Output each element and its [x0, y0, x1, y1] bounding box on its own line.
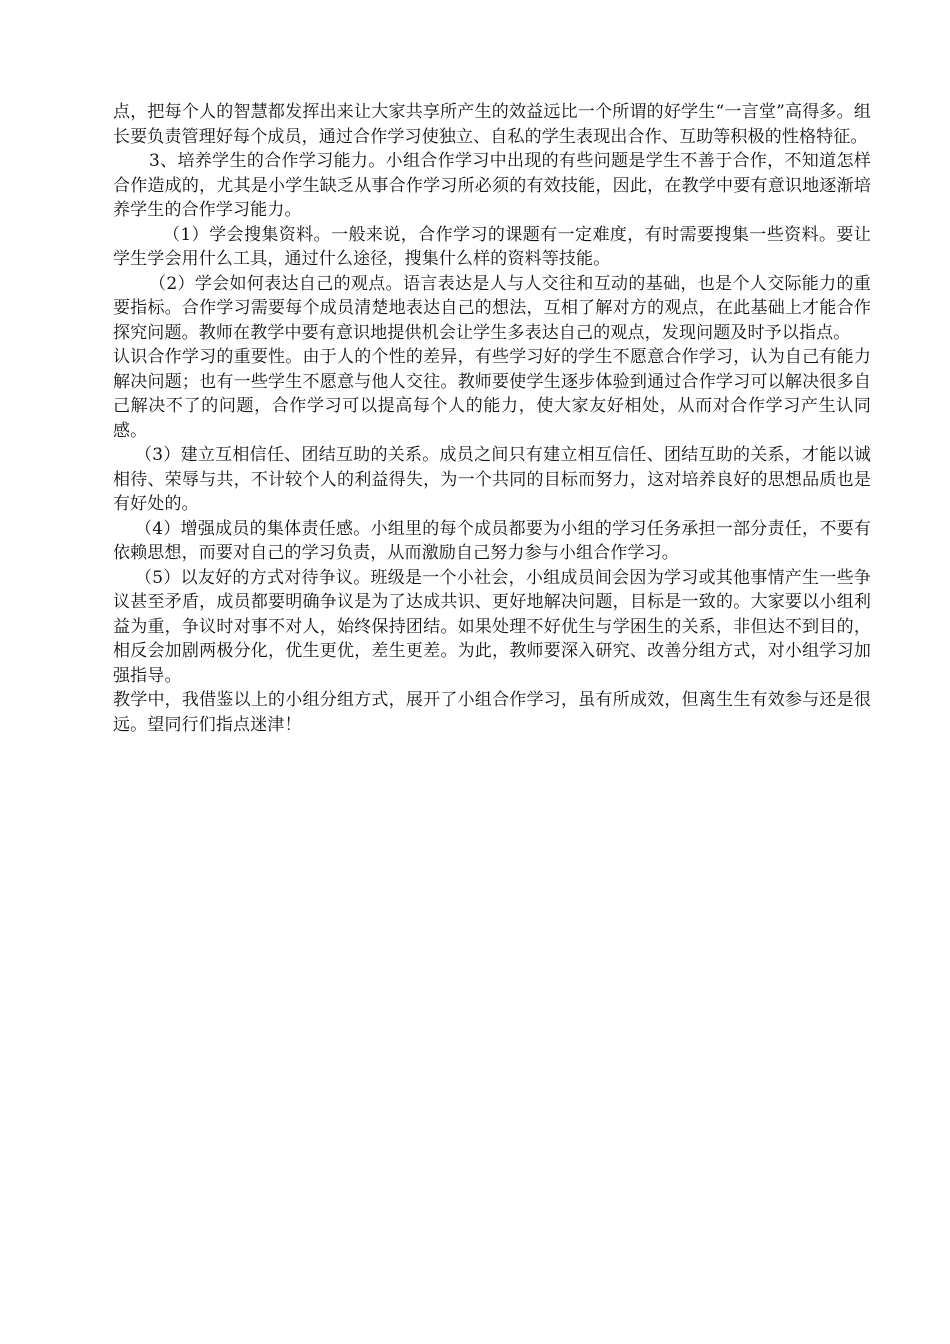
- paragraph-item-3: （3）建立互相信任、团结互助的关系。成员之间只有建立相互信任、团结互助的关系，才能以诚相待、荣辱与共，不计较个人的利益得失，为一个共同的目标而努力，这对培养良好的思想品质也是有好处的。: [113, 445, 871, 514]
- paragraph-conclusion: 教学中，我借鉴以上的小组分组方式，展开了小组合作学习，虽有所成效，但离生生有效参与还是很远。望同行们指点迷津！: [113, 690, 871, 735]
- paragraph-importance: 认识合作学习的重要性。由于人的个性的差异，有些学习好的学生不愿意合作学习，认为自己有能力解决问题；也有一些学生不愿意与他人交往。教师要使学生逐步体验到通过合作学习可以解决很多自己解决不了的问题，合作学习可以提高每个人的能力，使大家友好相处，从而对合作学习产生认同感。: [113, 347, 871, 441]
- paragraph-item-1: （1）学会搜集资料。一般来说，合作学习的课题有一定难度，有时需要搜集一些资料。要让学生学会用什么工具，通过什么途径，搜集什么样的资料等技能。: [113, 224, 871, 269]
- paragraph-item-5: （5）以友好的方式对待争议。班级是一个小社会，小组成员间会因为学习或其他事情产生一些争议甚至矛盾，成员都要明确争议是为了达成共识、更好地解决问题，目标是一致的。大家要以小组利益为重，争议时对事不对人，始终保持团结。如果处理不好优生与学困生的关系，非但达不到目的，相反会加剧两极分化，优生更优，差生更差。为此，教师要深入研究、改善分组方式，对小组学习加强指导。: [113, 567, 871, 686]
- document-body: [113, 100, 871, 737]
- paragraph-item-4: （4）增强成员的集体责任感。小组里的每个成员都要为小组的学习任务承担一部分责任，不要有依赖思想，而要对自己的学习负责，从而激励自己努力参与小组合作学习。: [113, 518, 871, 563]
- paragraph-continuation: 点，把每个人的智慧都发挥出来让大家共享所产生的效益远比一个所谓的好学生“一言堂”高得多。组长要负责管理好每个成员，通过合作学习使独立、自私的学生表现出合作、互助等积极的性格特征。: [113, 102, 871, 147]
- paragraph-item-2: （2）学会如何表达自己的观点。语言表达是人与人交往和互动的基础，也是个人交际能力的重要指标。合作学习需要每个成员清楚地表达自己的想法，互相了解对方的观点，在此基础上才能合作探究问题。教师在教学中要有意识地提供机会让学生多表达自己的观点，发现问题及时予以指点。: [113, 273, 871, 343]
- paragraph-section-3: 3、培养学生的合作学习能力。小组合作学习中出现的有些问题是学生不善于合作，不知道怎样合作造成的，尤其是小学生缺乏从事合作学习所必须的有效技能，因此，在教学中要有意识地逐渐培养学生的合作学习能力。: [113, 151, 871, 220]
